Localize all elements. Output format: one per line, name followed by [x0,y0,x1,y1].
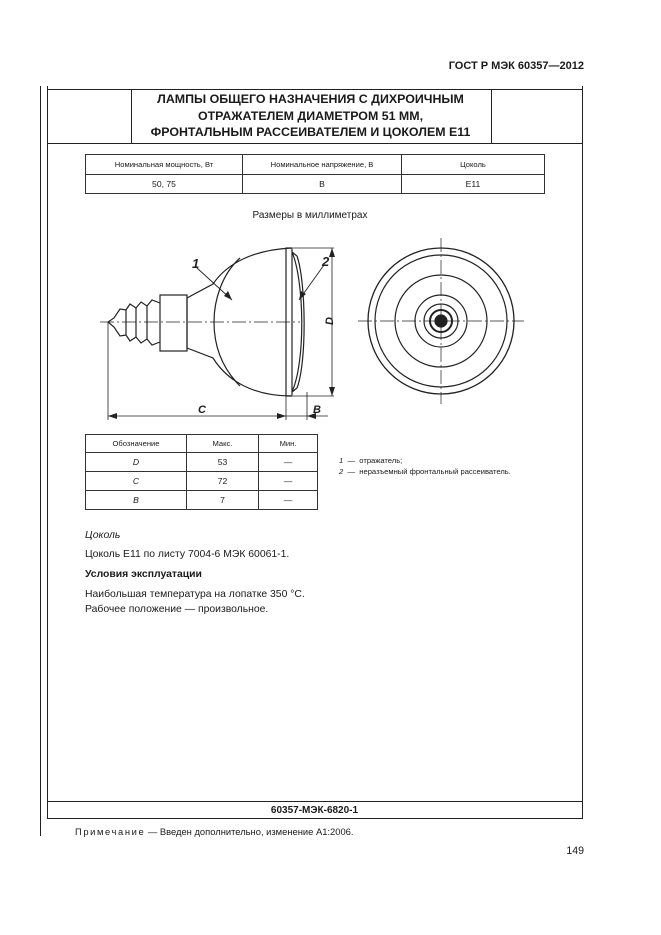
min-cell: — [259,453,318,472]
callout-2-label: 2 [322,254,330,269]
legend-number: 1 [339,456,344,465]
ops-line-2: Рабочее положение — произвольное. [85,604,269,615]
legend-dash: — [347,456,356,465]
table-row [86,453,318,472]
header-cap: Цоколь [402,155,545,175]
header-max: Макс. [187,435,259,453]
cap-thread [108,300,160,345]
title-line-2: ОТРАЖАТЕЛЕМ ДИАМЕТРОМ 51 ММ, [197,108,424,123]
dimensions-table [85,434,318,510]
cap-heading: Цоколь [85,530,121,541]
drawing-legend [339,455,511,477]
dim-b-label: B [313,404,321,416]
min-cell: — [259,491,318,510]
table-row [86,491,318,510]
title-line-1: ЛАМПЫ ОБЩЕГО НАЗНАЧЕНИЯ С ДИХРОИЧНЫМ [157,92,464,106]
cap-neck [160,295,187,351]
note-label: Примечание [75,826,146,837]
header-min: Мин. [259,435,318,453]
legend-number: 2 [339,467,344,476]
page-number: 149 [566,845,584,857]
max-cell: 7 [187,491,259,510]
designation-cell: B [86,491,187,510]
value-rated-power: 50, 75 [86,175,243,194]
designation-cell: C [86,472,187,491]
dim-d-label: D [324,317,336,325]
max-cell: 72 [187,472,259,491]
header-rated-voltage: Номинальное напряжение, В [243,155,402,175]
value-cap: E11 [402,175,545,194]
designation-cell: D [86,453,187,472]
min-cell: — [259,472,318,491]
max-cell: 53 [187,453,259,472]
ops-heading: Условия эксплуатации [85,569,202,580]
value-rated-voltage: В [243,175,402,194]
legend-item [339,466,511,477]
header-rated-power: Номинальная мощность, Вт [86,155,243,175]
legend-item [339,455,511,466]
note-text: — Введен дополнительно, изменение А1:2006. [145,826,354,837]
units-caption: Размеры в миллиметрах [252,210,368,221]
table-row [86,472,318,491]
callout-1-label: 1 [192,256,200,271]
title-line-3: ФРОНТАЛЬНЫМ РАССЕИВАТЕЛЕМ И ЦОКОЛЕМ E11 [150,125,471,139]
cap-text: Цоколь E11 по листу 7004-6 МЭК 60061-1. [85,549,290,560]
dim-c-label: C [198,404,206,416]
dimensions-header-row [86,435,318,453]
legend-text: отражатель; [359,456,403,465]
legend-dash: — [347,467,356,476]
header-designation: Обозначение [86,435,187,453]
sheet-code: 60357-МЭК-6820-1 [270,805,359,816]
legend-text: неразъемный фронтальный рассеиватель. [359,467,511,476]
ops-line-1: Наибольшая температура на лопатке 350 °С. [85,589,305,600]
amendment-note [75,826,354,837]
document-id: ГОСТ Р МЭК 60357—2012 [448,60,584,72]
